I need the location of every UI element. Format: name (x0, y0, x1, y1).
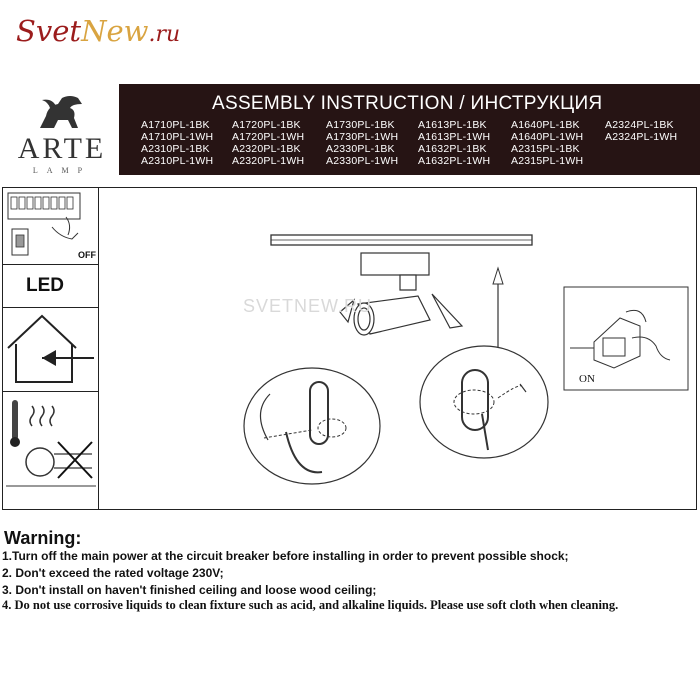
brand-sub: LAMP (32, 166, 92, 175)
model-code: A1640PL-1WH (511, 131, 584, 143)
model-code: A1720PL-1WH (232, 131, 305, 143)
on-label: ON (579, 373, 595, 385)
led-label: LED (26, 275, 64, 296)
detail-circle-right (420, 346, 548, 458)
model-code: A2310PL-1BK (141, 143, 210, 155)
model-code: A2320PL-1BK (232, 143, 301, 155)
model-code: A1730PL-1WH (326, 131, 399, 143)
warning-item: 2. Don't exceed the rated voltage 230V; (2, 566, 224, 580)
model-code: A1710PL-1BK (141, 119, 210, 131)
model-code: A1632PL-1BK (418, 143, 487, 155)
model-code: A2315PL-1BK (511, 143, 580, 155)
warning-item: 1.Turn off the main power at the circuit breaker before installing in order to prevent possible shock; (2, 549, 569, 563)
model-code: A1640PL-1BK (511, 119, 580, 131)
model-code: A1632PL-1WH (418, 155, 491, 167)
power-off-cell (2, 187, 98, 265)
site-logo-part2: New (81, 14, 149, 48)
model-code: A1613PL-1WH (418, 131, 491, 143)
model-code: A1720PL-1BK (232, 119, 301, 131)
watermark: SVETNEW.RU (243, 296, 373, 316)
warning-title: Warning: (4, 528, 82, 548)
indoor-use-cell (2, 308, 98, 392)
warning-item: 3. Don't install on haven't finished ceiling and loose wood ceiling; (2, 583, 377, 597)
warning-item: 4. Do not use corrosive liquids to clean fixture such as acid, and alkaline liquids. Please use soft cloth when cleaning. (2, 598, 619, 612)
mounting-bar (271, 235, 532, 245)
safety-icon-column (2, 187, 99, 510)
assembly-diagram (100, 188, 695, 508)
model-code: A2330PL-1WH (326, 155, 399, 167)
model-code: A2324PL-1WH (605, 131, 678, 143)
brand-logo (12, 92, 112, 180)
brand-name: ARTE (17, 132, 107, 165)
model-code: A1613PL-1BK (418, 119, 487, 131)
temperature-warning-cell (2, 392, 98, 508)
model-code: A2315PL-1WH (511, 155, 584, 167)
model-code: A1730PL-1BK (326, 119, 395, 131)
led-cell (2, 265, 98, 308)
no-heat-icon (2, 392, 98, 508)
indoor-house-icon (2, 308, 98, 392)
model-code: A2330PL-1BK (326, 143, 395, 155)
site-logo-part1: Svet (16, 14, 82, 48)
site-logo-part3: .ru (148, 22, 181, 47)
lion-emblem-icon (12, 92, 112, 132)
rotate-arrow-icon (432, 294, 462, 328)
model-code: A2310PL-1WH (141, 155, 214, 167)
off-label: OFF (78, 250, 96, 260)
page-title: ASSEMBLY INSTRUCTION / ИНСТРУКЦИЯ (212, 93, 603, 114)
model-code: A1710PL-1WH (141, 131, 214, 143)
model-code: A2324PL-1BK (605, 119, 674, 131)
header-band (119, 84, 700, 175)
site-logo (16, 14, 180, 48)
model-code: A2320PL-1WH (232, 155, 305, 167)
detail-circle-left (244, 368, 380, 484)
spot-lamp (354, 253, 430, 335)
